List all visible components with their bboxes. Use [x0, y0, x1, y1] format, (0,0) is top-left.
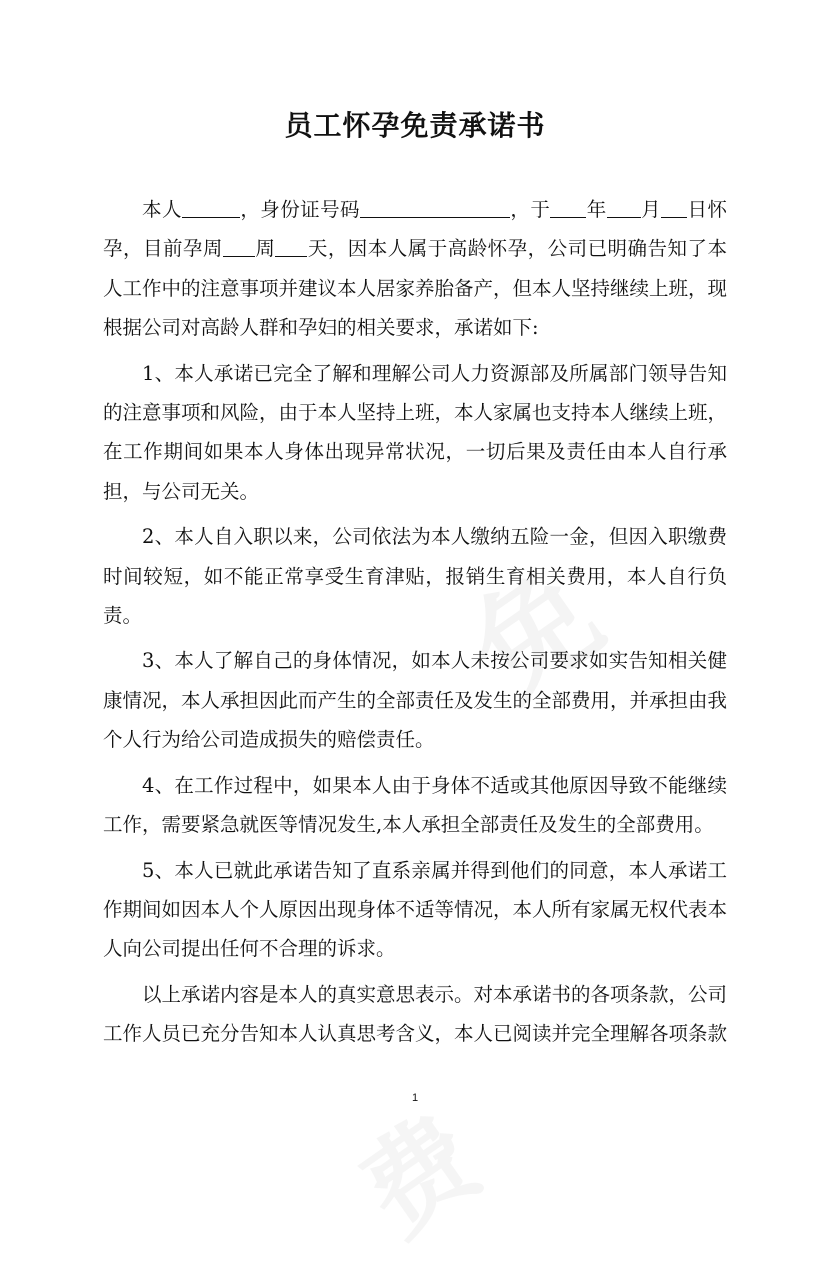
weeks-blank — [223, 234, 255, 257]
id-number-blank — [360, 195, 510, 218]
page-number: 1 — [411, 1092, 419, 1104]
intro-paragraph — [103, 190, 727, 348]
intro-text: 年 — [586, 198, 607, 221]
intro-text: 月 — [640, 198, 662, 221]
document-body — [103, 190, 727, 1054]
closing-paragraph: 以上承诺内容是本人的真实意思表示。对本承诺书的各项条款，公司工作人员已充分告知本人认真思考含义，本人已阅读并完全理解各项条款 — [103, 982, 728, 1046]
day-blank — [661, 195, 687, 218]
name-blank — [182, 195, 240, 218]
clause-4: 4、在工作过程中，如果本人由于身体不适或其他原因导致不能继续工作，需要紧急就医等情况发生,本人承担全部责任及发生的全部费用。 — [103, 773, 727, 837]
document-title: 员工怀孕免责承诺书 — [284, 109, 546, 142]
clause-3: 3、本人了解自己的身体情况，如本人未按公司要求如实告知相关健康情况，本人承担因此而产生的全部责任及发生的全部费用，并承担由我个人行为给公司造成损失的赔偿责任。 — [103, 649, 728, 752]
intro-text: 本人 — [142, 198, 182, 221]
clause-5: 5、本人已就此承诺告知了直系亲属并得到他们的同意，本人承诺工作期间如因本人个人原因出现身体不适等情况，本人所有家属无权代表本人向公司提出任何不合理的诉求。 — [103, 858, 728, 961]
month-blank — [607, 195, 641, 218]
clause-2: 2、本人自入职以来，公司依法为本人缴纳五险一金，但因入职缴费时间较短，如不能正常享受生育津贴，报销生育相关费用，本人自行负责。 — [103, 525, 727, 628]
clause-1: 1、本人承诺已完全了解和理解公司人力资源部及所属部门领导告知的注意事项和风险，由于本人坚持上班，本人家属也支持本人继续上班，在工作期间如果本人身体出现异常状况，一切后果及责任由本人自行承担，与公司无关。 — [103, 361, 728, 503]
intro-text: 周 — [254, 237, 276, 261]
days-blank — [275, 234, 307, 257]
intro-text: ，身份证号码 — [239, 198, 360, 221]
intro-text: ，于 — [509, 198, 551, 221]
year-blank — [550, 195, 586, 218]
intro-text: 日怀孕，目前孕周 — [103, 198, 727, 261]
intro-text: 天，因本人属于高龄怀孕，公司已明确告知了本人工作中的注意事项并建议本人居家养胎备产，但本人坚持继续上班，现根据公司对高龄人群和孕妇的相关要求，承诺如下: — [103, 237, 728, 340]
